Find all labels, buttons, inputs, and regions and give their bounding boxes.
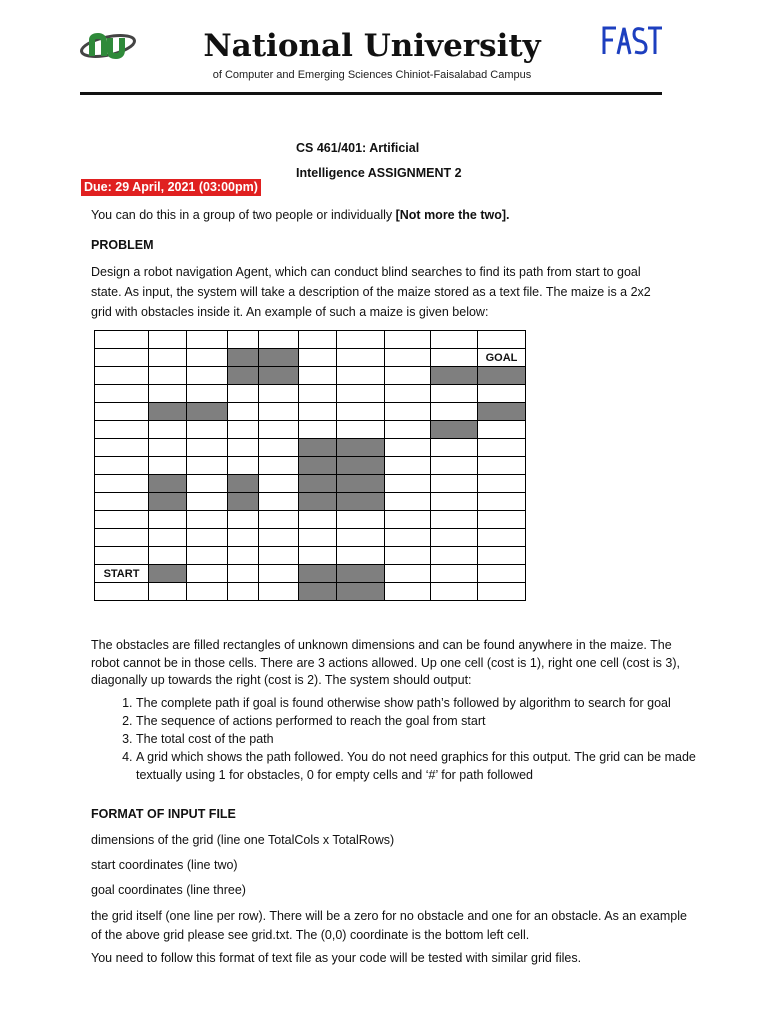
empty-cell bbox=[95, 547, 149, 565]
empty-cell bbox=[431, 583, 478, 601]
maze-row bbox=[95, 385, 526, 403]
empty-cell bbox=[228, 565, 259, 583]
obstacles-description: The obstacles are filled rectangles of unknown dimensions and can be found anywhere in the maize. The robot cannot be in those cells. There are 3 actions allowed. Up one cell (cost is 1), right one cell (cost is 3), diagonally up towards the right (cost is 2). The system should output: bbox=[91, 638, 680, 687]
empty-cell bbox=[478, 565, 526, 583]
empty-cell bbox=[478, 331, 526, 349]
empty-cell bbox=[385, 457, 431, 475]
final-instruction: You need to follow this format of text file as your code will be tested with similar grid files. bbox=[91, 951, 582, 965]
obstacle-cell bbox=[337, 583, 385, 601]
empty-cell bbox=[228, 457, 259, 475]
empty-cell bbox=[259, 421, 299, 439]
empty-cell bbox=[149, 421, 187, 439]
obstacle-cell bbox=[149, 403, 187, 421]
empty-cell bbox=[299, 331, 337, 349]
empty-cell bbox=[95, 385, 149, 403]
empty-cell bbox=[187, 493, 228, 511]
empty-cell bbox=[228, 421, 259, 439]
empty-cell bbox=[95, 457, 149, 475]
empty-cell bbox=[228, 331, 259, 349]
empty-cell bbox=[478, 439, 526, 457]
empty-cell bbox=[95, 529, 149, 547]
empty-cell bbox=[259, 529, 299, 547]
output-item: 2. The sequence of actions performed to reach the goal from start bbox=[136, 712, 696, 730]
university-title: National University bbox=[203, 28, 541, 64]
empty-cell bbox=[431, 493, 478, 511]
empty-cell bbox=[431, 547, 478, 565]
group-note-text: You can do this in a group of two people or individually bbox=[91, 208, 396, 222]
format-heading: FORMAT OF INPUT FILE bbox=[91, 807, 236, 821]
maze-row bbox=[95, 331, 526, 349]
empty-cell bbox=[299, 547, 337, 565]
empty-cell bbox=[187, 547, 228, 565]
maze-row bbox=[95, 475, 526, 493]
empty-cell bbox=[149, 439, 187, 457]
empty-cell bbox=[478, 547, 526, 565]
obstacle-cell bbox=[299, 439, 337, 457]
empty-cell bbox=[259, 565, 299, 583]
format-line-start: start coordinates (line two) bbox=[91, 858, 238, 872]
maze-row bbox=[95, 547, 526, 565]
empty-cell bbox=[431, 475, 478, 493]
empty-cell bbox=[431, 439, 478, 457]
empty-cell bbox=[478, 583, 526, 601]
format-line-dimensions: dimensions of the grid (line one TotalCols x TotalRows) bbox=[91, 833, 395, 847]
empty-cell bbox=[228, 529, 259, 547]
obstacle-cell bbox=[337, 493, 385, 511]
empty-cell bbox=[149, 385, 187, 403]
obstacle-cell bbox=[299, 457, 337, 475]
obstacle-cell bbox=[149, 565, 187, 583]
empty-cell bbox=[95, 511, 149, 529]
empty-cell bbox=[478, 475, 526, 493]
empty-cell bbox=[187, 583, 228, 601]
empty-cell bbox=[187, 475, 228, 493]
empty-cell bbox=[385, 475, 431, 493]
maze-row bbox=[95, 403, 526, 421]
empty-cell bbox=[337, 421, 385, 439]
obstacle-cell bbox=[337, 457, 385, 475]
empty-cell bbox=[187, 439, 228, 457]
maze-grid bbox=[94, 330, 526, 601]
empty-cell bbox=[259, 475, 299, 493]
empty-cell bbox=[385, 439, 431, 457]
maze-row bbox=[95, 439, 526, 457]
obstacle-cell bbox=[228, 349, 259, 367]
empty-cell bbox=[95, 367, 149, 385]
empty-cell bbox=[299, 349, 337, 367]
obstacle-cell bbox=[299, 583, 337, 601]
maze-row bbox=[95, 529, 526, 547]
empty-cell bbox=[431, 529, 478, 547]
obstacle-cell bbox=[431, 367, 478, 385]
obstacle-cell bbox=[299, 475, 337, 493]
obstacle-cell bbox=[149, 475, 187, 493]
empty-cell bbox=[149, 511, 187, 529]
empty-cell bbox=[95, 349, 149, 367]
empty-cell bbox=[228, 547, 259, 565]
university-subtitle: of Computer and Emerging Sciences Chiniot-Faisalabad Campus bbox=[212, 69, 532, 81]
empty-cell bbox=[385, 529, 431, 547]
empty-cell bbox=[385, 547, 431, 565]
obstacle-cell bbox=[337, 565, 385, 583]
empty-cell bbox=[187, 457, 228, 475]
obstacle-cell bbox=[299, 493, 337, 511]
empty-cell bbox=[259, 493, 299, 511]
empty-cell bbox=[337, 367, 385, 385]
empty-cell bbox=[478, 457, 526, 475]
empty-cell bbox=[478, 421, 526, 439]
problem-heading: PROBLEM bbox=[91, 238, 154, 252]
empty-cell bbox=[95, 583, 149, 601]
empty-cell bbox=[385, 565, 431, 583]
empty-cell bbox=[259, 511, 299, 529]
maze-row bbox=[95, 493, 526, 511]
maze-row bbox=[95, 349, 526, 367]
empty-cell bbox=[299, 421, 337, 439]
maze-row bbox=[95, 565, 526, 583]
start-cell: START bbox=[95, 565, 149, 583]
obstacle-cell bbox=[228, 367, 259, 385]
empty-cell bbox=[337, 385, 385, 403]
empty-cell bbox=[478, 493, 526, 511]
obstacle-cell bbox=[478, 403, 526, 421]
empty-cell bbox=[187, 385, 228, 403]
obstacle-cell bbox=[259, 349, 299, 367]
format-line-goal: goal coordinates (line three) bbox=[91, 883, 246, 897]
empty-cell bbox=[149, 457, 187, 475]
empty-cell bbox=[385, 385, 431, 403]
group-note bbox=[91, 206, 510, 225]
empty-cell bbox=[149, 331, 187, 349]
maze-row bbox=[95, 421, 526, 439]
obstacle-cell bbox=[431, 421, 478, 439]
maze-row bbox=[95, 367, 526, 385]
empty-cell bbox=[337, 403, 385, 421]
assignment-title: Intelligence ASSIGNMENT 2 bbox=[296, 166, 462, 180]
course-code: CS 461/401: Artificial bbox=[296, 141, 420, 155]
empty-cell bbox=[187, 421, 228, 439]
empty-cell bbox=[259, 457, 299, 475]
empty-cell bbox=[299, 403, 337, 421]
empty-cell bbox=[337, 331, 385, 349]
obstacle-cell bbox=[228, 475, 259, 493]
empty-cell bbox=[149, 367, 187, 385]
empty-cell bbox=[95, 475, 149, 493]
empty-cell bbox=[187, 349, 228, 367]
empty-cell bbox=[187, 511, 228, 529]
empty-cell bbox=[478, 529, 526, 547]
maze-row bbox=[95, 457, 526, 475]
empty-cell bbox=[95, 493, 149, 511]
empty-cell bbox=[187, 565, 228, 583]
empty-cell bbox=[259, 385, 299, 403]
empty-cell bbox=[228, 439, 259, 457]
empty-cell bbox=[187, 367, 228, 385]
empty-cell bbox=[149, 583, 187, 601]
empty-cell bbox=[431, 457, 478, 475]
empty-cell bbox=[385, 583, 431, 601]
empty-cell bbox=[385, 493, 431, 511]
empty-cell bbox=[431, 349, 478, 367]
obstacle-cell bbox=[187, 403, 228, 421]
group-note-emphasis: [Not more the two]. bbox=[395, 208, 510, 222]
empty-cell bbox=[431, 331, 478, 349]
header-divider bbox=[80, 92, 662, 95]
empty-cell bbox=[478, 511, 526, 529]
empty-cell bbox=[95, 403, 149, 421]
maze-row bbox=[95, 511, 526, 529]
obstacle-cell bbox=[299, 565, 337, 583]
obstacle-cell bbox=[149, 493, 187, 511]
empty-cell bbox=[259, 547, 299, 565]
empty-cell bbox=[431, 565, 478, 583]
obstacle-cell bbox=[228, 493, 259, 511]
empty-cell bbox=[385, 511, 431, 529]
empty-cell bbox=[228, 583, 259, 601]
empty-cell bbox=[259, 403, 299, 421]
empty-cell bbox=[299, 385, 337, 403]
empty-cell bbox=[95, 439, 149, 457]
due-date-badge: Due: 29 April, 2021 (03:00pm) bbox=[81, 179, 261, 196]
obstacle-cell bbox=[259, 367, 299, 385]
empty-cell bbox=[385, 367, 431, 385]
empty-cell bbox=[337, 511, 385, 529]
empty-cell bbox=[149, 547, 187, 565]
empty-cell bbox=[385, 331, 431, 349]
empty-cell bbox=[299, 367, 337, 385]
empty-cell bbox=[228, 385, 259, 403]
output-item: 4. A grid which shows the path followed. You do not need graphics for this output. The grid can be made textually using 1 for obstacles, 0 for empty cells and ‘#’ for path followed bbox=[136, 748, 696, 784]
empty-cell bbox=[95, 331, 149, 349]
empty-cell bbox=[385, 349, 431, 367]
empty-cell bbox=[337, 529, 385, 547]
empty-cell bbox=[431, 385, 478, 403]
problem-description: Design a robot navigation Agent, which can conduct blind searches to find its path from start to goal state. As input, the system will take a description of the maize stored as a text file. The maize is a 2x2 grid with obstacles inside it. An example of such a maize is given below: bbox=[91, 265, 651, 319]
empty-cell bbox=[149, 529, 187, 547]
output-item: 1. The complete path if goal is found otherwise show path’s followed by algorithm to search for goal bbox=[136, 694, 696, 712]
empty-cell bbox=[259, 583, 299, 601]
grid-format-description: the grid itself (one line per row). There will be a zero for no obstacle and one for an obstacle. As an example of the above grid please see grid.txt. The (0,0) coordinate is the bottom left cell. bbox=[91, 909, 687, 942]
empty-cell bbox=[259, 439, 299, 457]
empty-cell bbox=[431, 403, 478, 421]
empty-cell bbox=[385, 421, 431, 439]
empty-cell bbox=[337, 349, 385, 367]
empty-cell bbox=[95, 421, 149, 439]
obstacle-cell bbox=[337, 439, 385, 457]
empty-cell bbox=[187, 331, 228, 349]
goal-cell: GOAL bbox=[478, 349, 526, 367]
empty-cell bbox=[149, 349, 187, 367]
output-item: 3. The total cost of the path bbox=[136, 730, 696, 748]
empty-cell bbox=[228, 403, 259, 421]
empty-cell bbox=[187, 529, 228, 547]
empty-cell bbox=[385, 403, 431, 421]
empty-cell bbox=[431, 511, 478, 529]
outputs-list bbox=[112, 694, 696, 784]
empty-cell bbox=[259, 331, 299, 349]
empty-cell bbox=[299, 511, 337, 529]
obstacle-cell bbox=[478, 367, 526, 385]
empty-cell bbox=[337, 547, 385, 565]
empty-cell bbox=[228, 511, 259, 529]
empty-cell bbox=[478, 385, 526, 403]
empty-cell bbox=[299, 529, 337, 547]
obstacle-cell bbox=[337, 475, 385, 493]
maze-row bbox=[95, 583, 526, 601]
